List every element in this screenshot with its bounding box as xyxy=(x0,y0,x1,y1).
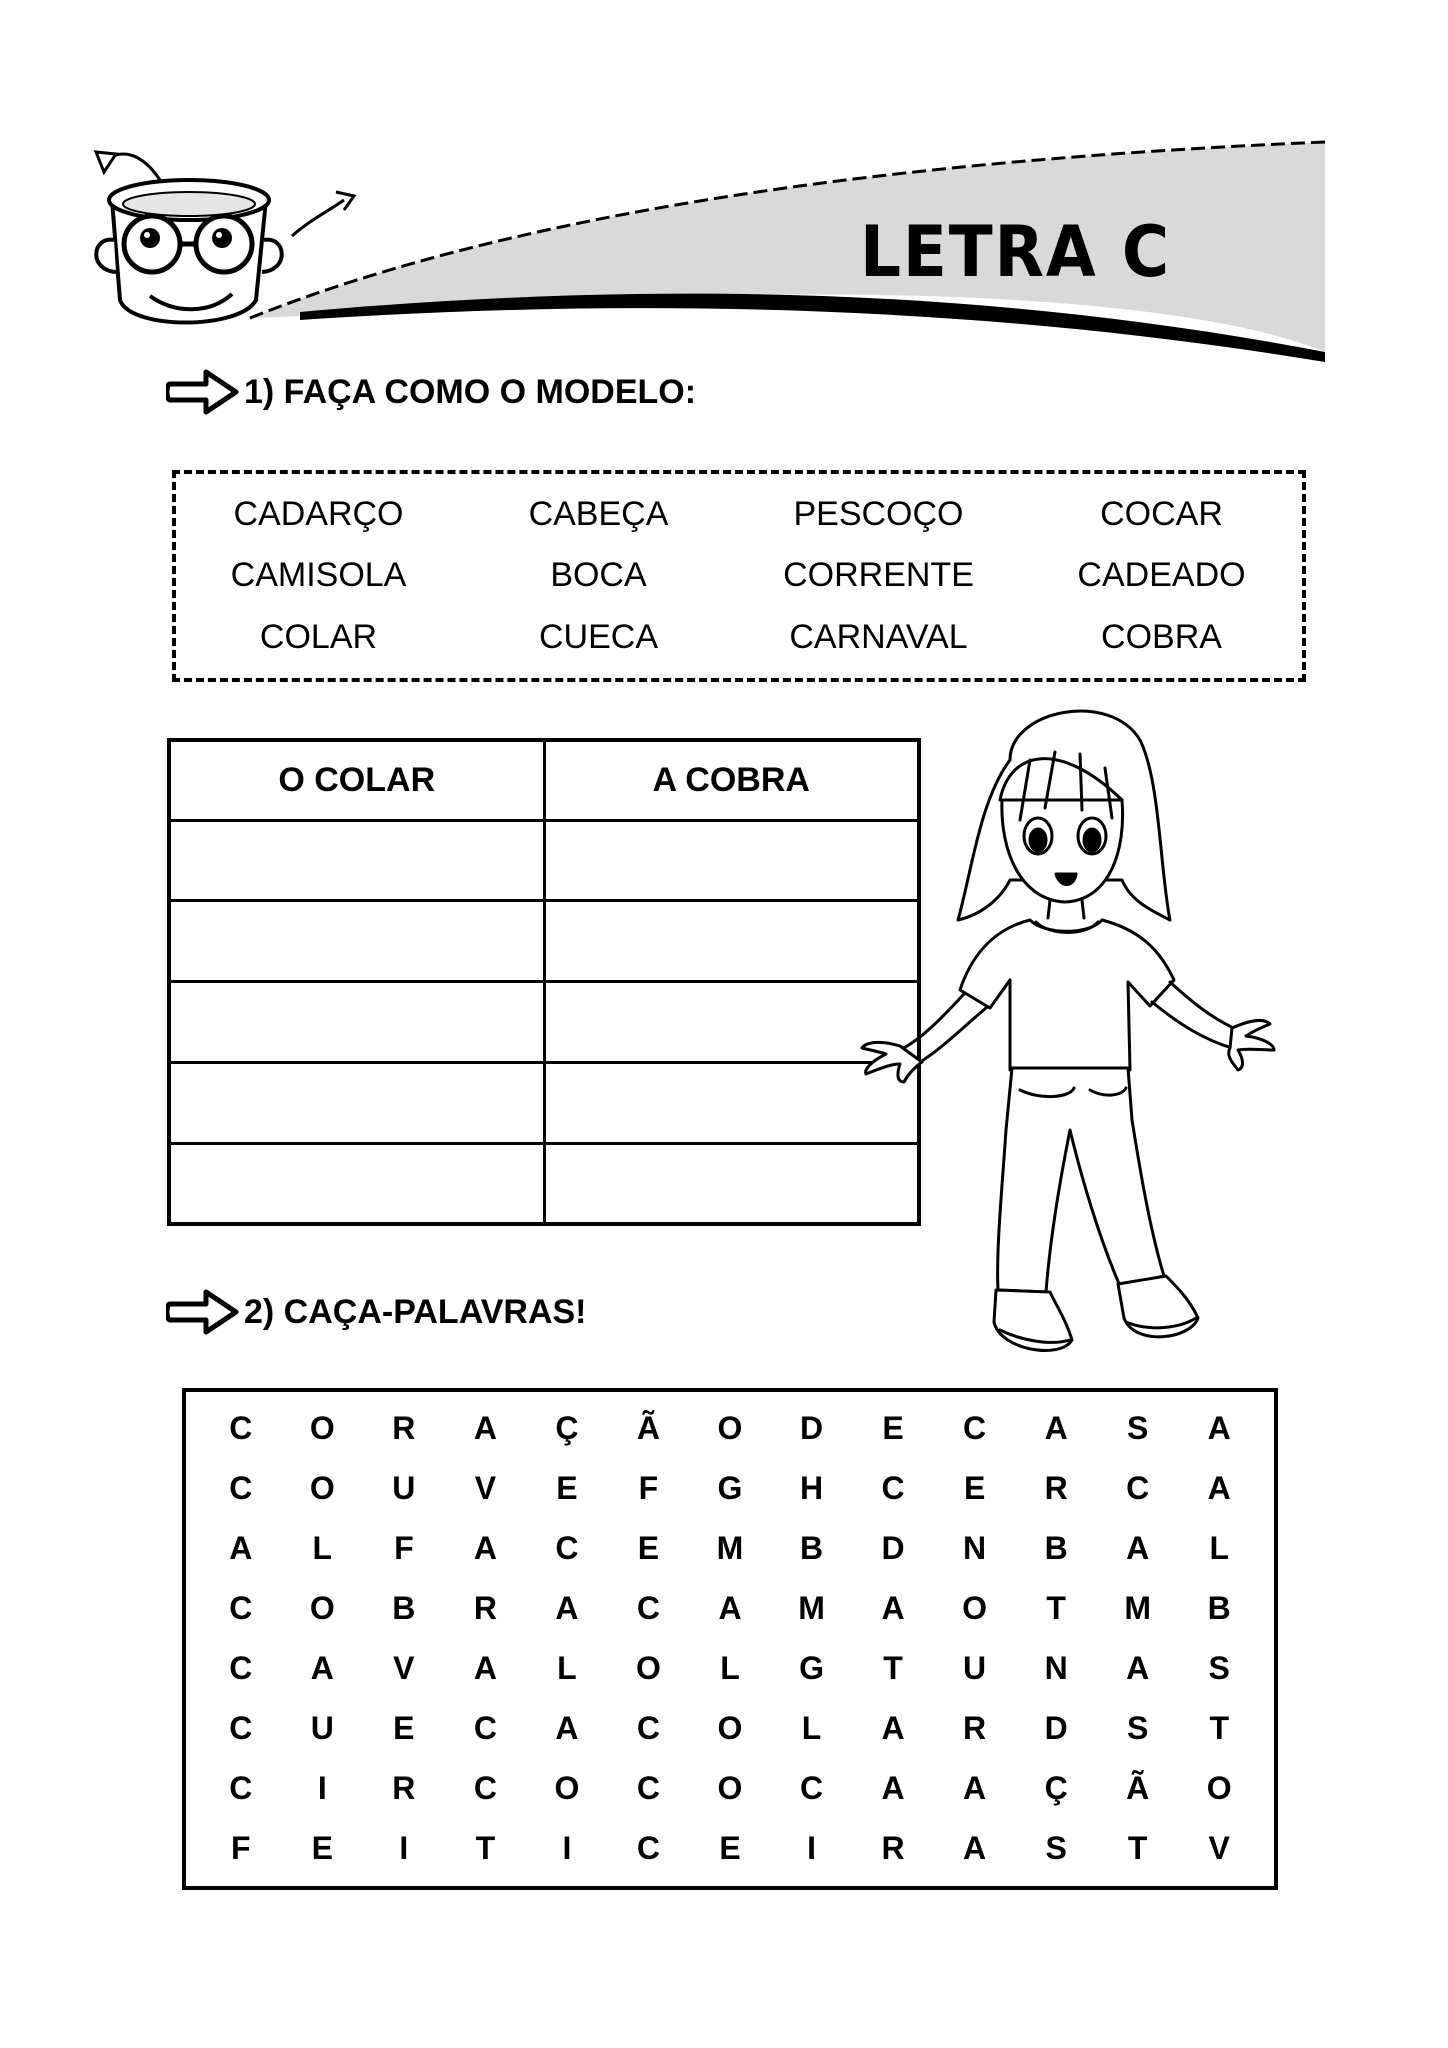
word-search-letter[interactable]: A xyxy=(473,1529,497,1566)
word-search-letter[interactable]: M xyxy=(716,1529,744,1566)
word-search-letter[interactable]: R xyxy=(963,1709,987,1746)
word-search-letter[interactable]: C xyxy=(555,1529,579,1566)
table-row xyxy=(169,1143,919,1224)
model-word: CAMISOLA xyxy=(230,556,407,595)
table-row xyxy=(169,982,919,1063)
word-search-letter[interactable]: N xyxy=(1044,1649,1068,1686)
word-search-letter[interactable]: C xyxy=(1126,1469,1150,1506)
answer-cell[interactable] xyxy=(169,901,544,982)
model-word: COBRA xyxy=(1101,617,1222,656)
word-search-letter[interactable]: O xyxy=(309,1589,335,1626)
word-search-letter[interactable]: T xyxy=(475,1829,496,1866)
word-search-letter[interactable]: C xyxy=(473,1709,497,1746)
word-search-grid xyxy=(186,1392,1274,1886)
word-search-letter[interactable]: C xyxy=(799,1769,824,1806)
word-search-letter[interactable]: S xyxy=(1045,1829,1067,1866)
word-search-letter[interactable]: R xyxy=(1044,1469,1068,1506)
sorting-table-body xyxy=(169,820,919,1224)
word-search-letter[interactable]: A xyxy=(1126,1649,1150,1686)
word-search-letter[interactable]: A xyxy=(963,1829,987,1866)
table-row xyxy=(169,901,919,982)
cartoon-girl-illustration xyxy=(860,690,1300,1390)
word-search-letter[interactable]: T xyxy=(1046,1589,1066,1626)
word-search-letter[interactable]: R xyxy=(392,1769,416,1806)
model-word: CADEADO xyxy=(1077,556,1246,595)
word-search-letter[interactable]: C xyxy=(881,1469,905,1506)
word-search-letter[interactable]: O xyxy=(1206,1769,1232,1806)
word-search-letter[interactable]: C xyxy=(229,1589,253,1626)
word-search-letter[interactable]: Ç xyxy=(555,1409,579,1446)
word-search-letter[interactable]: E xyxy=(556,1469,578,1506)
word-search-letter[interactable]: B xyxy=(392,1589,416,1626)
word-search-letter[interactable]: A xyxy=(1044,1409,1068,1446)
word-search-letter[interactable]: L xyxy=(557,1649,577,1686)
word-search-letter[interactable]: L xyxy=(312,1529,333,1566)
word-search-letter[interactable]: A xyxy=(229,1529,253,1566)
model-word: BOCA xyxy=(550,556,647,595)
word-search-letter[interactable]: C xyxy=(473,1769,497,1806)
outlined-right-arrow-icon xyxy=(166,366,242,418)
model-word: CABEÇA xyxy=(528,495,669,534)
word-search-letter[interactable]: M xyxy=(798,1589,825,1626)
model-word-grid xyxy=(176,474,1302,678)
model-word: CORRENTE xyxy=(783,556,974,595)
word-search-letter[interactable]: A xyxy=(1207,1409,1231,1446)
word-search-letter[interactable]: C xyxy=(636,1769,660,1806)
model-word: CUECA xyxy=(538,617,659,656)
word-search-letter[interactable]: I xyxy=(399,1829,409,1866)
word-search-letter[interactable]: A xyxy=(881,1769,905,1806)
word-search-letter[interactable]: F xyxy=(394,1529,414,1566)
word-search-letter[interactable]: R xyxy=(881,1829,905,1866)
word-search-letter[interactable]: C xyxy=(229,1409,253,1446)
word-search-letter[interactable]: H xyxy=(799,1469,824,1506)
page-title: LETRA C xyxy=(860,211,1171,293)
column-header-o-colar: O COLAR xyxy=(169,740,544,820)
model-word: CADARÇO xyxy=(233,495,404,534)
word-search-letter[interactable]: V xyxy=(474,1469,497,1506)
answer-cell[interactable] xyxy=(169,1143,544,1224)
word-search-letter[interactable]: I xyxy=(562,1829,572,1866)
word-search-letter[interactable]: L xyxy=(1209,1529,1229,1566)
word-search-letter[interactable]: E xyxy=(719,1829,741,1866)
question-1-heading xyxy=(166,362,696,422)
word-search-letter[interactable]: A xyxy=(555,1709,579,1746)
word-search-letter[interactable]: O xyxy=(554,1769,580,1806)
question-1-label: 1) FAÇA COMO O MODELO: xyxy=(244,372,697,411)
word-search-letter[interactable]: D xyxy=(1044,1709,1068,1746)
answer-cell[interactable] xyxy=(169,982,544,1063)
word-search-letter[interactable]: B xyxy=(799,1529,824,1566)
word-search-letter[interactable]: E xyxy=(393,1709,415,1746)
word-search-letter[interactable]: Ç xyxy=(1044,1769,1068,1806)
word-search-letter[interactable]: G xyxy=(799,1649,824,1686)
word-search-letter[interactable]: R xyxy=(473,1589,497,1626)
word-search-letter[interactable]: A xyxy=(963,1769,987,1806)
word-search-letter[interactable]: U xyxy=(963,1649,987,1686)
answer-cell[interactable] xyxy=(169,820,544,901)
word-search-letter[interactable]: D xyxy=(799,1409,824,1446)
word-search-letter[interactable]: O xyxy=(309,1409,335,1446)
word-search-letter[interactable]: A xyxy=(881,1709,905,1746)
word-search-letter[interactable]: C xyxy=(229,1709,253,1746)
word-search-letter[interactable]: Ã xyxy=(636,1409,660,1446)
word-search-letter[interactable]: E xyxy=(882,1409,904,1446)
word-search-letter[interactable]: A xyxy=(881,1589,905,1626)
word-search-letter[interactable]: A xyxy=(310,1649,334,1686)
word-search-letter[interactable]: C xyxy=(229,1469,253,1506)
word-search-letter[interactable]: E xyxy=(311,1829,333,1866)
model-word: CARNAVAL xyxy=(789,617,968,656)
word-search-letter[interactable]: N xyxy=(963,1529,987,1566)
model-word: COLAR xyxy=(259,617,378,656)
word-search-letter[interactable]: C xyxy=(229,1649,253,1686)
word-search-letter[interactable]: S xyxy=(1127,1709,1149,1746)
word-search-letter[interactable]: R xyxy=(392,1409,416,1446)
word-search-letter[interactable]: A xyxy=(718,1589,742,1626)
word-search-letter[interactable]: S xyxy=(1127,1409,1149,1446)
word-search-letter[interactable]: C xyxy=(636,1829,660,1866)
word-search-letter[interactable]: M xyxy=(1124,1589,1152,1626)
word-search-letter[interactable]: L xyxy=(720,1649,740,1686)
word-search-letter[interactable]: A xyxy=(473,1649,497,1686)
word-search-letter[interactable]: E xyxy=(637,1529,660,1566)
word-search-box xyxy=(182,1388,1278,1890)
table-row xyxy=(169,1062,919,1143)
word-search-letter[interactable]: A xyxy=(1207,1469,1231,1506)
question-2-heading xyxy=(166,1282,587,1342)
word-search-letter[interactable]: C xyxy=(963,1409,987,1446)
answer-cell[interactable] xyxy=(169,1062,544,1143)
word-search-letter[interactable]: S xyxy=(1208,1649,1230,1686)
word-search-letter[interactable]: A xyxy=(1126,1529,1150,1566)
word-search-letter[interactable]: O xyxy=(309,1469,335,1506)
word-search-letter[interactable]: A xyxy=(473,1409,497,1446)
word-search-letter[interactable]: G xyxy=(717,1469,743,1506)
question-2-label: 2) CAÇA-PALAVRAS! xyxy=(244,1292,587,1331)
word-search-letter[interactable]: B xyxy=(1207,1589,1231,1626)
word-search-letter[interactable]: U xyxy=(310,1709,334,1746)
word-search-letter[interactable]: I xyxy=(317,1769,327,1806)
word-search-letter[interactable]: C xyxy=(229,1769,253,1806)
table-header-row xyxy=(169,740,919,820)
word-search-letter[interactable]: U xyxy=(392,1469,416,1506)
word-search-letter[interactable]: T xyxy=(883,1649,903,1686)
word-search-letter[interactable]: O xyxy=(636,1649,661,1686)
word-search-letter[interactable]: Ã xyxy=(1126,1769,1150,1806)
column-header-a-cobra: A COBRA xyxy=(544,740,919,820)
word-search-letter[interactable]: F xyxy=(638,1469,659,1506)
word-search-letter[interactable]: L xyxy=(801,1709,822,1746)
word-search-letter[interactable]: I xyxy=(807,1829,816,1866)
word-search-letter[interactable]: V xyxy=(393,1649,415,1686)
word-search-letter[interactable]: T xyxy=(1209,1709,1229,1746)
model-word: COCAR xyxy=(1100,495,1223,534)
sorting-table xyxy=(167,738,921,1226)
word-search-letter[interactable]: C xyxy=(636,1589,660,1626)
word-search-letter[interactable]: O xyxy=(962,1589,988,1626)
word-search-letter[interactable]: D xyxy=(881,1529,905,1566)
outlined-right-arrow-icon xyxy=(166,1286,242,1338)
header-banner xyxy=(0,0,1448,400)
word-search-letter[interactable]: O xyxy=(717,1409,743,1446)
table-row xyxy=(169,820,919,901)
word-search-letter[interactable]: E xyxy=(963,1469,986,1506)
model-word: PESCOÇO xyxy=(793,495,964,534)
word-search-letter[interactable]: B xyxy=(1044,1529,1068,1566)
word-search-letter[interactable]: O xyxy=(717,1709,743,1746)
word-search-letter[interactable]: C xyxy=(636,1709,660,1746)
word-search-letter[interactable]: A xyxy=(555,1589,579,1626)
word-search-letter[interactable]: V xyxy=(1208,1829,1230,1866)
word-search-letter[interactable]: O xyxy=(717,1769,743,1806)
word-search-letter[interactable]: F xyxy=(230,1829,251,1866)
word-search-letter[interactable]: T xyxy=(1127,1829,1148,1866)
model-word-box xyxy=(172,470,1306,682)
